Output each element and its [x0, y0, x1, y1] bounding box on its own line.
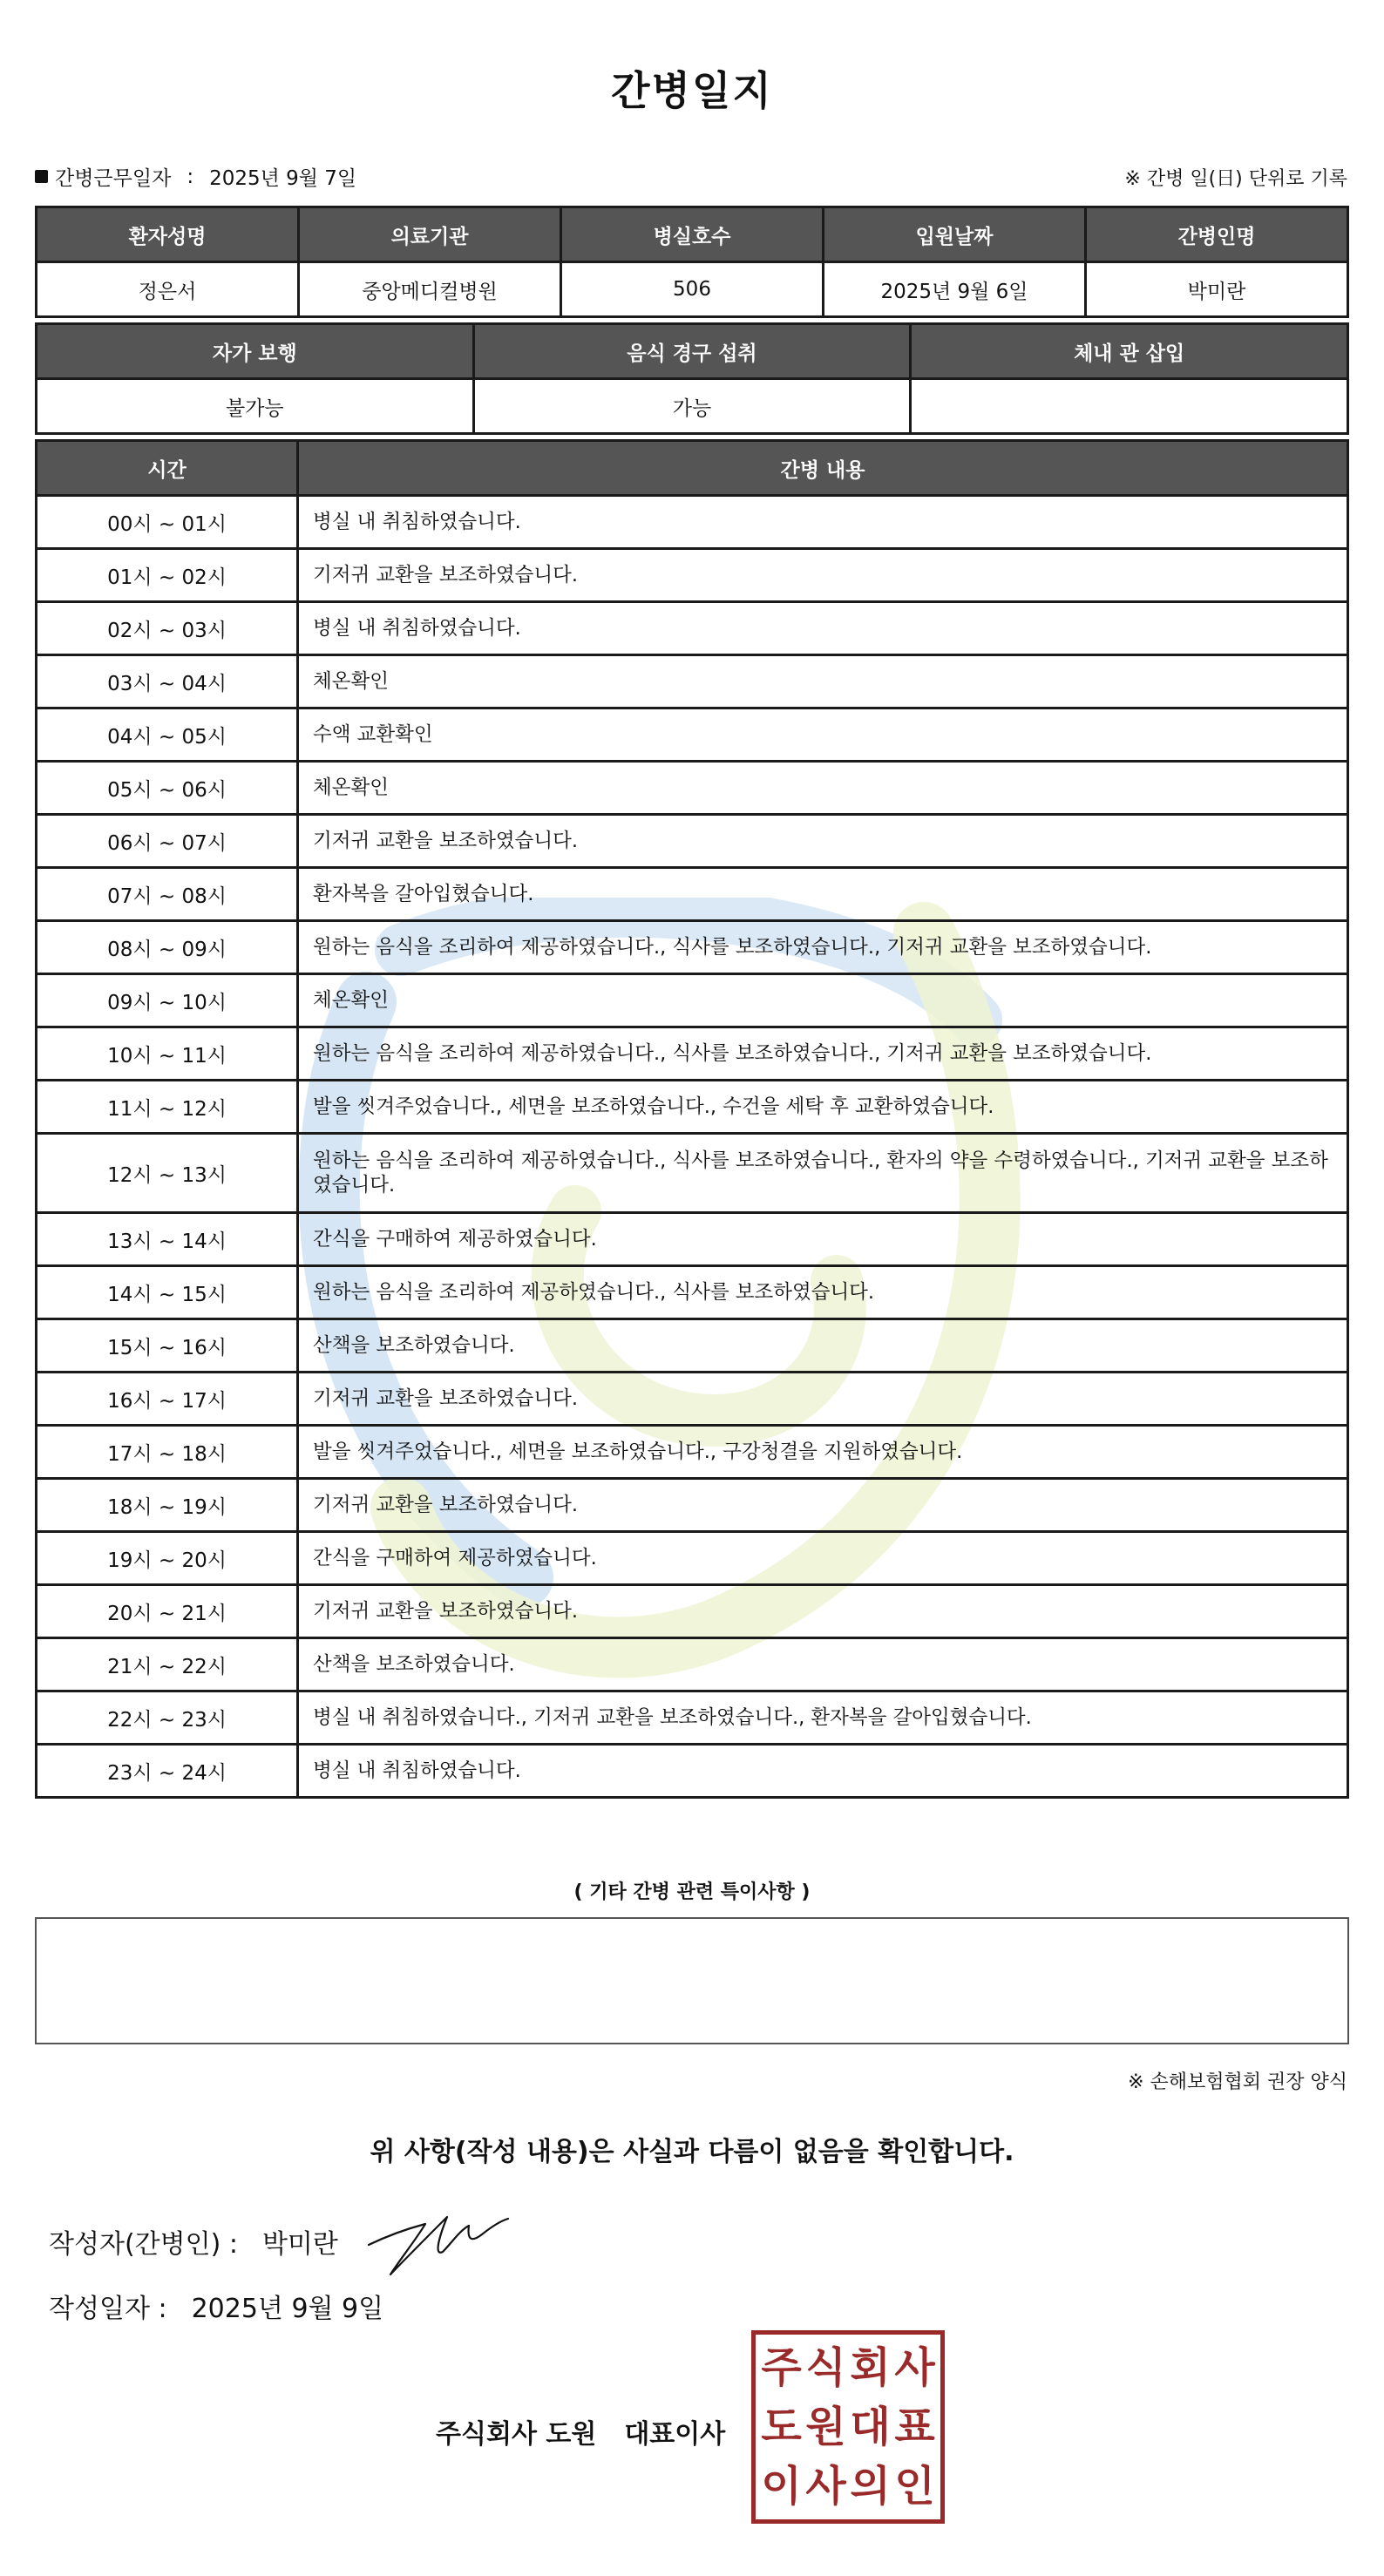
content-cell: 수액 교환확인 — [298, 708, 1348, 762]
tube-insertion-status — [911, 379, 1348, 434]
special-notes-box — [35, 1917, 1349, 2044]
content-cell: 발을 씻겨주었습니다., 세면을 보조하였습니다., 수건을 세탁 후 교환하였습니다. — [298, 1081, 1348, 1134]
table-row — [37, 1213, 1348, 1266]
table-row — [37, 1532, 1348, 1585]
seal-char: 주 — [761, 2343, 802, 2392]
patient-name: 정은서 — [37, 262, 299, 317]
content-cell: 기저귀 교환을 보조하였습니다. — [298, 1585, 1348, 1638]
table-row — [37, 762, 1348, 815]
header-room: 병실호수 — [561, 207, 824, 262]
seal-char: 표 — [894, 2403, 935, 2451]
content-cell: 체온확인 — [298, 762, 1348, 815]
table-row — [37, 1638, 1348, 1691]
content-cell: 산책을 보조하였습니다. — [298, 1319, 1348, 1373]
table-row — [37, 1585, 1348, 1638]
seal-char: 식 — [805, 2343, 846, 2392]
header-oral-intake: 음식 경구 섭취 — [473, 324, 911, 379]
time-cell: 17시 ~ 18시 — [37, 1426, 298, 1479]
table-row — [37, 1745, 1348, 1798]
written-date-line — [49, 2287, 383, 2325]
header-admission-date: 입원날짜 — [824, 207, 1086, 262]
seal-char: 회 — [850, 2343, 891, 2392]
association-note: ※ 손해보험협회 권장 양식 — [1128, 2071, 1347, 2093]
company-signoff — [436, 2412, 725, 2451]
time-cell: 10시 ~ 11시 — [37, 1027, 298, 1081]
caregiver-name: 박미란 — [1086, 262, 1348, 317]
time-cell: 20시 ~ 21시 — [37, 1585, 298, 1638]
table-row — [37, 655, 1348, 708]
content-cell: 병실 내 취침하였습니다. — [298, 602, 1348, 655]
status-value-row — [37, 379, 1348, 434]
table-row — [37, 549, 1348, 602]
signature — [364, 2208, 512, 2278]
special-notes-title: ( 기타 간병 관련 특이사항 ) — [573, 1881, 811, 1903]
content-cell: 간식을 구매하여 제공하였습니다. — [298, 1213, 1348, 1266]
care-log-header-row — [37, 441, 1348, 496]
time-cell: 23시 ~ 24시 — [37, 1745, 298, 1798]
table-row — [37, 1319, 1348, 1373]
header-caregiver-name: 간병인명 — [1086, 207, 1348, 262]
content-cell: 원하는 음식을 조리하여 제공하였습니다., 식사를 보조하였습니다. — [298, 1266, 1348, 1319]
table-row — [37, 815, 1348, 868]
patient-info-table — [35, 206, 1349, 318]
header-walking: 자가 보행 — [37, 324, 474, 379]
admission-date: 2025년 9월 6일 — [824, 262, 1086, 317]
status-header-row — [37, 324, 1348, 379]
table-row — [37, 1134, 1348, 1213]
table-row — [37, 974, 1348, 1027]
patient-info-header-row — [37, 207, 1348, 262]
confirmation-statement: 위 사항(작성 내용)은 사실과 다름이 없음을 확인합니다. — [370, 2137, 1014, 2167]
written-date-value: 2025년 9월 9일 — [191, 2294, 384, 2324]
content-cell: 체온확인 — [298, 974, 1348, 1027]
content-cell: 체온확인 — [298, 655, 1348, 708]
work-date-label: 간병근무일자 — [55, 167, 172, 190]
content-cell: 병실 내 취침하였습니다. — [298, 496, 1348, 549]
content-cell: 기저귀 교환을 보조하였습니다. — [298, 1479, 1348, 1532]
time-cell: 07시 ~ 08시 — [37, 868, 298, 921]
table-row — [37, 708, 1348, 762]
work-date-value: 2025년 9월 7일 — [209, 167, 357, 190]
content-cell: 원하는 음식을 조리하여 제공하였습니다., 식사를 보조하였습니다., 기저귀 교환을 보조하였습니다. — [298, 921, 1348, 974]
content-cell: 기저귀 교환을 보조하였습니다. — [298, 815, 1348, 868]
seal-char: 이 — [761, 2462, 802, 2511]
time-cell: 19시 ~ 20시 — [37, 1532, 298, 1585]
content-cell: 원하는 음식을 조리하여 제공하였습니다., 식사를 보조하였습니다., 환자의 약을 수령하였습니다., 기저귀 교환을 보조하였습니다. — [298, 1134, 1348, 1213]
care-log-table — [35, 439, 1349, 1799]
time-cell: 11시 ~ 12시 — [37, 1081, 298, 1134]
seal-char: 대 — [850, 2403, 891, 2451]
content-cell: 병실 내 취침하였습니다. — [298, 1745, 1348, 1798]
company-ceo-title: 대표이사 — [624, 2419, 726, 2450]
hospital: 중앙메디컬병원 — [299, 262, 561, 317]
seal-char: 인 — [894, 2462, 935, 2511]
walking-status: 불가능 — [37, 379, 474, 434]
header-hospital: 의료기관 — [299, 207, 561, 262]
seal-char: 사 — [805, 2462, 846, 2511]
table-row — [37, 1081, 1348, 1134]
time-cell: 14시 ~ 15시 — [37, 1266, 298, 1319]
table-row — [37, 602, 1348, 655]
time-cell: 01시 ~ 02시 — [37, 549, 298, 602]
oral-intake-status: 가능 — [473, 379, 911, 434]
time-cell: 04시 ~ 05시 — [37, 708, 298, 762]
writer-line — [49, 2222, 338, 2261]
seal-char: 의 — [850, 2462, 891, 2511]
seal-char: 도 — [761, 2403, 802, 2451]
content-cell: 발을 씻겨주었습니다., 세면을 보조하였습니다., 구강청결을 지원하였습니다. — [298, 1426, 1348, 1479]
table-row — [37, 1373, 1348, 1426]
writer-name: 박미란 — [261, 2229, 338, 2260]
table-row — [37, 1027, 1348, 1081]
company-name: 주식회사 도원 — [436, 2419, 597, 2450]
document-title: 간병일지 — [611, 67, 773, 114]
content-cell: 원하는 음식을 조리하여 제공하였습니다., 식사를 보조하였습니다., 기저귀 교환을 보조하였습니다. — [298, 1027, 1348, 1081]
content-cell: 기저귀 교환을 보조하였습니다. — [298, 1373, 1348, 1426]
time-cell: 06시 ~ 07시 — [37, 815, 298, 868]
time-cell: 12시 ~ 13시 — [37, 1134, 298, 1213]
table-row — [37, 1426, 1348, 1479]
time-cell: 08시 ~ 09시 — [37, 921, 298, 974]
time-cell: 09시 ~ 10시 — [37, 974, 298, 1027]
work-date — [35, 162, 356, 191]
room-number: 506 — [561, 262, 824, 317]
header-tube-insertion: 체내 관 삽입 — [911, 324, 1348, 379]
patient-status-table — [35, 322, 1349, 435]
table-row — [37, 1691, 1348, 1745]
seal-char: 원 — [805, 2403, 846, 2451]
day-unit-note: ※ 간병 일(日) 단위로 기록 — [1124, 168, 1347, 190]
work-date-separator: : — [187, 165, 194, 188]
header-care-content: 간병 내용 — [298, 441, 1348, 496]
header-patient-name: 환자성명 — [37, 207, 299, 262]
time-cell: 13시 ~ 14시 — [37, 1213, 298, 1266]
written-date-label: 작성일자 : — [49, 2294, 167, 2324]
content-cell: 병실 내 취침하였습니다., 기저귀 교환을 보조하였습니다., 환자복을 갈아입혔습니다. — [298, 1691, 1348, 1745]
time-cell: 21시 ~ 22시 — [37, 1638, 298, 1691]
time-cell: 00시 ~ 01시 — [37, 496, 298, 549]
writer-label: 작성자(간병인) : — [49, 2229, 238, 2260]
table-row — [37, 1266, 1348, 1319]
time-cell: 15시 ~ 16시 — [37, 1319, 298, 1373]
content-cell: 기저귀 교환을 보조하였습니다. — [298, 549, 1348, 602]
company-seal — [751, 2330, 945, 2524]
seal-char: 사 — [894, 2343, 935, 2392]
time-cell: 18시 ~ 19시 — [37, 1479, 298, 1532]
time-cell: 02시 ~ 03시 — [37, 602, 298, 655]
content-cell: 산책을 보조하였습니다. — [298, 1638, 1348, 1691]
time-cell: 16시 ~ 17시 — [37, 1373, 298, 1426]
content-cell: 환자복을 갈아입혔습니다. — [298, 868, 1348, 921]
time-cell: 22시 ~ 23시 — [37, 1691, 298, 1745]
table-row — [37, 496, 1348, 549]
patient-info-value-row — [37, 262, 1348, 317]
time-cell: 03시 ~ 04시 — [37, 655, 298, 708]
header-time: 시간 — [37, 441, 298, 496]
time-cell: 05시 ~ 06시 — [37, 762, 298, 815]
square-bullet-icon — [35, 170, 48, 183]
content-cell: 간식을 구매하여 제공하였습니다. — [298, 1532, 1348, 1585]
table-row — [37, 1479, 1348, 1532]
table-row — [37, 868, 1348, 921]
table-row — [37, 921, 1348, 974]
